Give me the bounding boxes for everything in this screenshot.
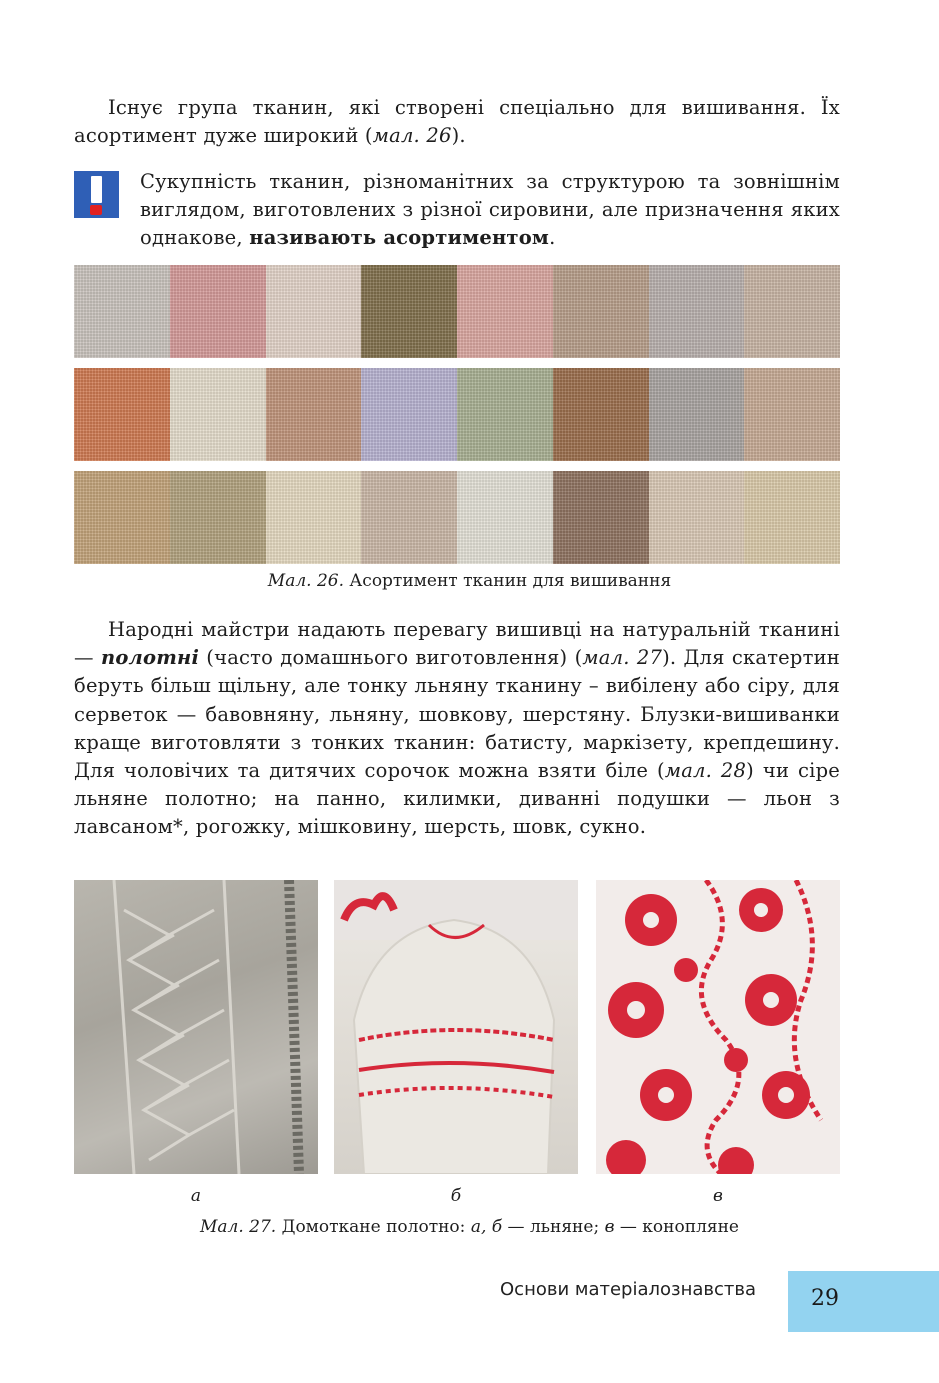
page-number-box [788,1271,939,1332]
fabric-swatch [457,368,553,461]
fabric-swatch [553,471,649,564]
fabric-swatch [553,265,649,358]
linen-pouch-photo [334,880,578,1174]
figure-27-caption [0,1216,939,1238]
term-polotno: полотні [100,646,200,670]
intro-figure-ref: мал. 26 [372,124,452,148]
figure-27-mid: — льняне; [502,1217,605,1237]
figure-26-label: Мал. 26. [267,571,345,591]
main-text-4: ) чи сіре льняне полотно; на панно, килимки, диванні подушки — льон з лавсаном*, рогожку, мішковину, шерсть, шовк, сукно. [74,759,840,839]
fabric-swatch [74,368,170,461]
fabric-swatch [744,368,840,461]
figure-27-v: в [604,1217,615,1237]
fabric-swatch [744,471,840,564]
figure-27-text: Домоткане полотно: [281,1217,471,1237]
fabric-swatch [361,368,457,461]
fabric-swatch [74,471,170,564]
figure-27-end: — конопляне [614,1217,739,1237]
swatch-row [74,471,840,564]
photo-label-b: б [450,1186,462,1206]
swatch-row [74,368,840,461]
swatch-row [74,265,840,358]
figure-27-label: Мал. 27. [200,1217,277,1237]
figure-28-ref: мал. 28 [664,759,747,783]
fabric-swatch [649,471,745,564]
intro-end: ). [451,124,466,148]
definition-paragraph [140,168,840,253]
fabric-swatch [266,471,362,564]
fabric-swatch [457,265,553,358]
figure-27-ref: мал. 27 [582,646,663,670]
fabric-swatch [266,265,362,358]
fabric-swatch [457,471,553,564]
fabric-swatch-grid [74,265,840,574]
photo-label-v: в [713,1186,723,1206]
intro-paragraph [74,94,840,150]
fabric-swatch [744,265,840,358]
page-number: 29 [811,1286,839,1311]
main-paragraph [74,616,840,842]
figure-27-ab: а, б [470,1217,503,1237]
fabric-swatch [170,265,266,358]
fabric-swatch [649,368,745,461]
fabric-swatch [170,471,266,564]
linen-whitework-photo [74,880,318,1174]
definition-term: називають асортиментом [249,226,550,250]
exclamation-icon [74,171,119,218]
definition-text: Сукупність тканин, різноманітних за структурою та зовнішнім виглядом, виготовлених з різної сировини, але призначення яких однакове, [140,170,840,250]
hemp-embroidery-photo [596,880,840,1174]
photo-label-a: а [190,1186,202,1206]
fabric-swatch [361,265,457,358]
fabric-swatch [266,368,362,461]
fabric-swatch [170,368,266,461]
main-text-3: ). Для скатертин беруть більш щільну, але тонку льняну тканину – вибілену або сіру, для серветок — бавовняну, льняну, шовкову, шерстяну. Блузки-вишиванки краще виготовляти з тонких тканин: батисту, маркізету, крепдешину. Для чоловічих та дитячих сорочок можна взяти біле ( [74,646,840,783]
figure-26-text: Асортимент тканин для вишивання [349,571,672,591]
main-text-1: Народні майстри надають перевагу вишивці на натуральній тканині — [74,618,840,670]
intro-text: Існує група тканин, які створені спеціально для вишивання. Їх асортимент дуже широкий ( [74,96,840,148]
fabric-swatch [361,471,457,564]
definition-end: . [549,226,556,250]
fabric-swatch [553,368,649,461]
section-title: Основи матеріалознавства [500,1279,757,1300]
fabric-swatch [74,265,170,358]
figure-26-caption [0,570,939,592]
fabric-swatch [649,265,745,358]
main-text-2: (часто домашнього виготовлення) ( [199,646,583,670]
